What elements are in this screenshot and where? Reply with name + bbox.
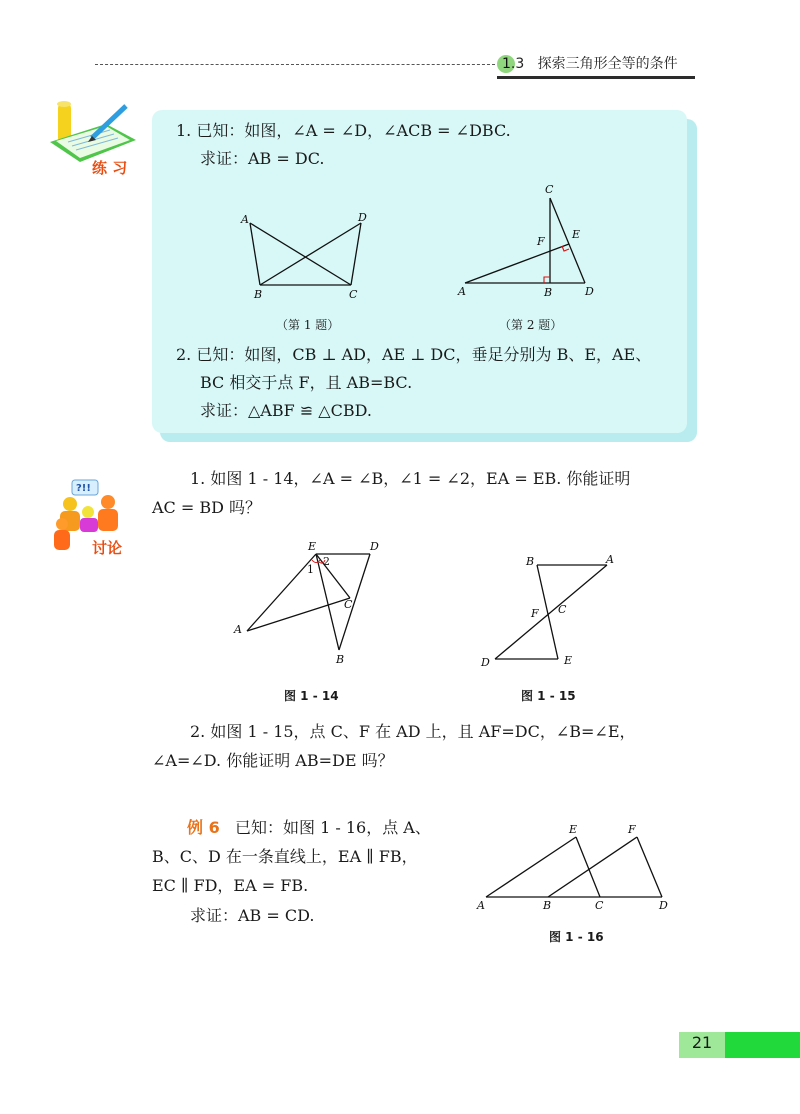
fig15-label-c: C	[558, 603, 567, 616]
fig2-label-a: A	[458, 285, 466, 298]
figure-1-16	[470, 815, 680, 920]
fig14-label-b: B	[336, 653, 345, 666]
fig2-label-e: E	[572, 228, 581, 241]
example6-line4: 求证：AB = CD.	[190, 906, 315, 925]
fig1-label-a: A	[241, 213, 249, 226]
fig15-label-b: B	[526, 555, 535, 568]
example6-line1-text: 已知：如图 1 - 16，点 A、	[234, 818, 431, 837]
fig14-label-1: 1	[307, 563, 314, 576]
discussion-label: 讨论	[92, 539, 123, 557]
fig14-label-a: A	[234, 623, 242, 636]
fig2-caption: （第 2 题）	[499, 318, 563, 332]
section-number: 1	[502, 56, 511, 72]
fig1-label-b: B	[254, 288, 263, 301]
practice-label: 练 习	[92, 159, 128, 177]
header-dashed-rule	[95, 64, 495, 65]
figure-problem-1	[236, 206, 376, 306]
figure-1-14	[228, 535, 388, 675]
running-header	[502, 53, 678, 73]
fig15-label-d: D	[481, 656, 490, 669]
fig2-label-f: F	[537, 235, 545, 248]
fig14-label-c: C	[344, 598, 353, 611]
example6-line1	[187, 814, 431, 842]
fig14-label-d: D	[370, 540, 379, 553]
discussion-icon-text: ?!!	[76, 483, 91, 494]
practice-q2-line3: 求证：△ABF ≌ △CBD.	[200, 401, 372, 420]
fig16-caption: 图 1 - 16	[549, 930, 604, 944]
discussion-q1-line2: AC = BD 吗？	[152, 498, 262, 517]
fig1-caption: （第 1 题）	[276, 318, 340, 332]
section-number-suffix: .3	[510, 56, 525, 72]
discussion-q2-line2: ∠A=∠D. 你能证明 AB=DE 吗？	[152, 751, 394, 770]
fig16-label-b: B	[543, 899, 552, 912]
fig15-caption: 图 1 - 15	[521, 689, 576, 703]
figure-problem-2	[455, 180, 605, 300]
practice-q2-line2: BC 相交于点 F，且 AB=BC.	[200, 373, 413, 392]
fig2-label-d: D	[585, 285, 594, 298]
fig1-label-c: C	[349, 288, 358, 301]
fig1-label-d: D	[358, 211, 367, 224]
example6-label: 例 6	[187, 818, 220, 837]
fig15-label-f: F	[531, 607, 539, 620]
discussion-q2-line1: 2. 如图 1 - 15，点 C、F 在 AD 上，且 AF=DC，∠B=∠E，	[190, 722, 636, 741]
section-title: 探索三角形全等的条件	[537, 56, 678, 72]
practice-q1-line2: 求证：AB = DC.	[200, 149, 325, 168]
header-underline	[497, 76, 695, 79]
fig2-label-c: C	[545, 183, 554, 196]
fig15-label-a: A	[606, 553, 614, 566]
practice-q1-line1: 1. 已知：如图，∠A = ∠D，∠ACB = ∠DBC.	[176, 121, 511, 140]
fig16-label-c: C	[595, 899, 604, 912]
fig16-label-f: F	[628, 823, 636, 836]
fig16-label-d: D	[659, 899, 668, 912]
fig16-label-a: A	[477, 899, 485, 912]
fig2-label-b: B	[544, 286, 553, 299]
fig16-label-e: E	[569, 823, 578, 836]
fig15-label-e: E	[564, 654, 573, 667]
practice-q2-line1: 2. 已知：如图，CB ⊥ AD，AE ⊥ DC，垂足分别为 B、E，AE、	[176, 345, 652, 364]
fig14-label-e: E	[308, 540, 317, 553]
fig14-caption: 图 1 - 14	[284, 689, 339, 703]
example6-line3: EC ∥ FD，EA = FB.	[152, 876, 309, 895]
fig14-label-2: 2	[323, 555, 330, 568]
discussion-q1-line1: 1. 如图 1 - 14，∠A = ∠B，∠1 = ∠2，EA = EB. 你能证明	[190, 469, 631, 488]
figure-1-15	[478, 548, 618, 672]
page-number: 21	[691, 1033, 713, 1052]
example6-line2: B、C、D 在一条直线上，EA ∥ FB，	[152, 847, 418, 866]
